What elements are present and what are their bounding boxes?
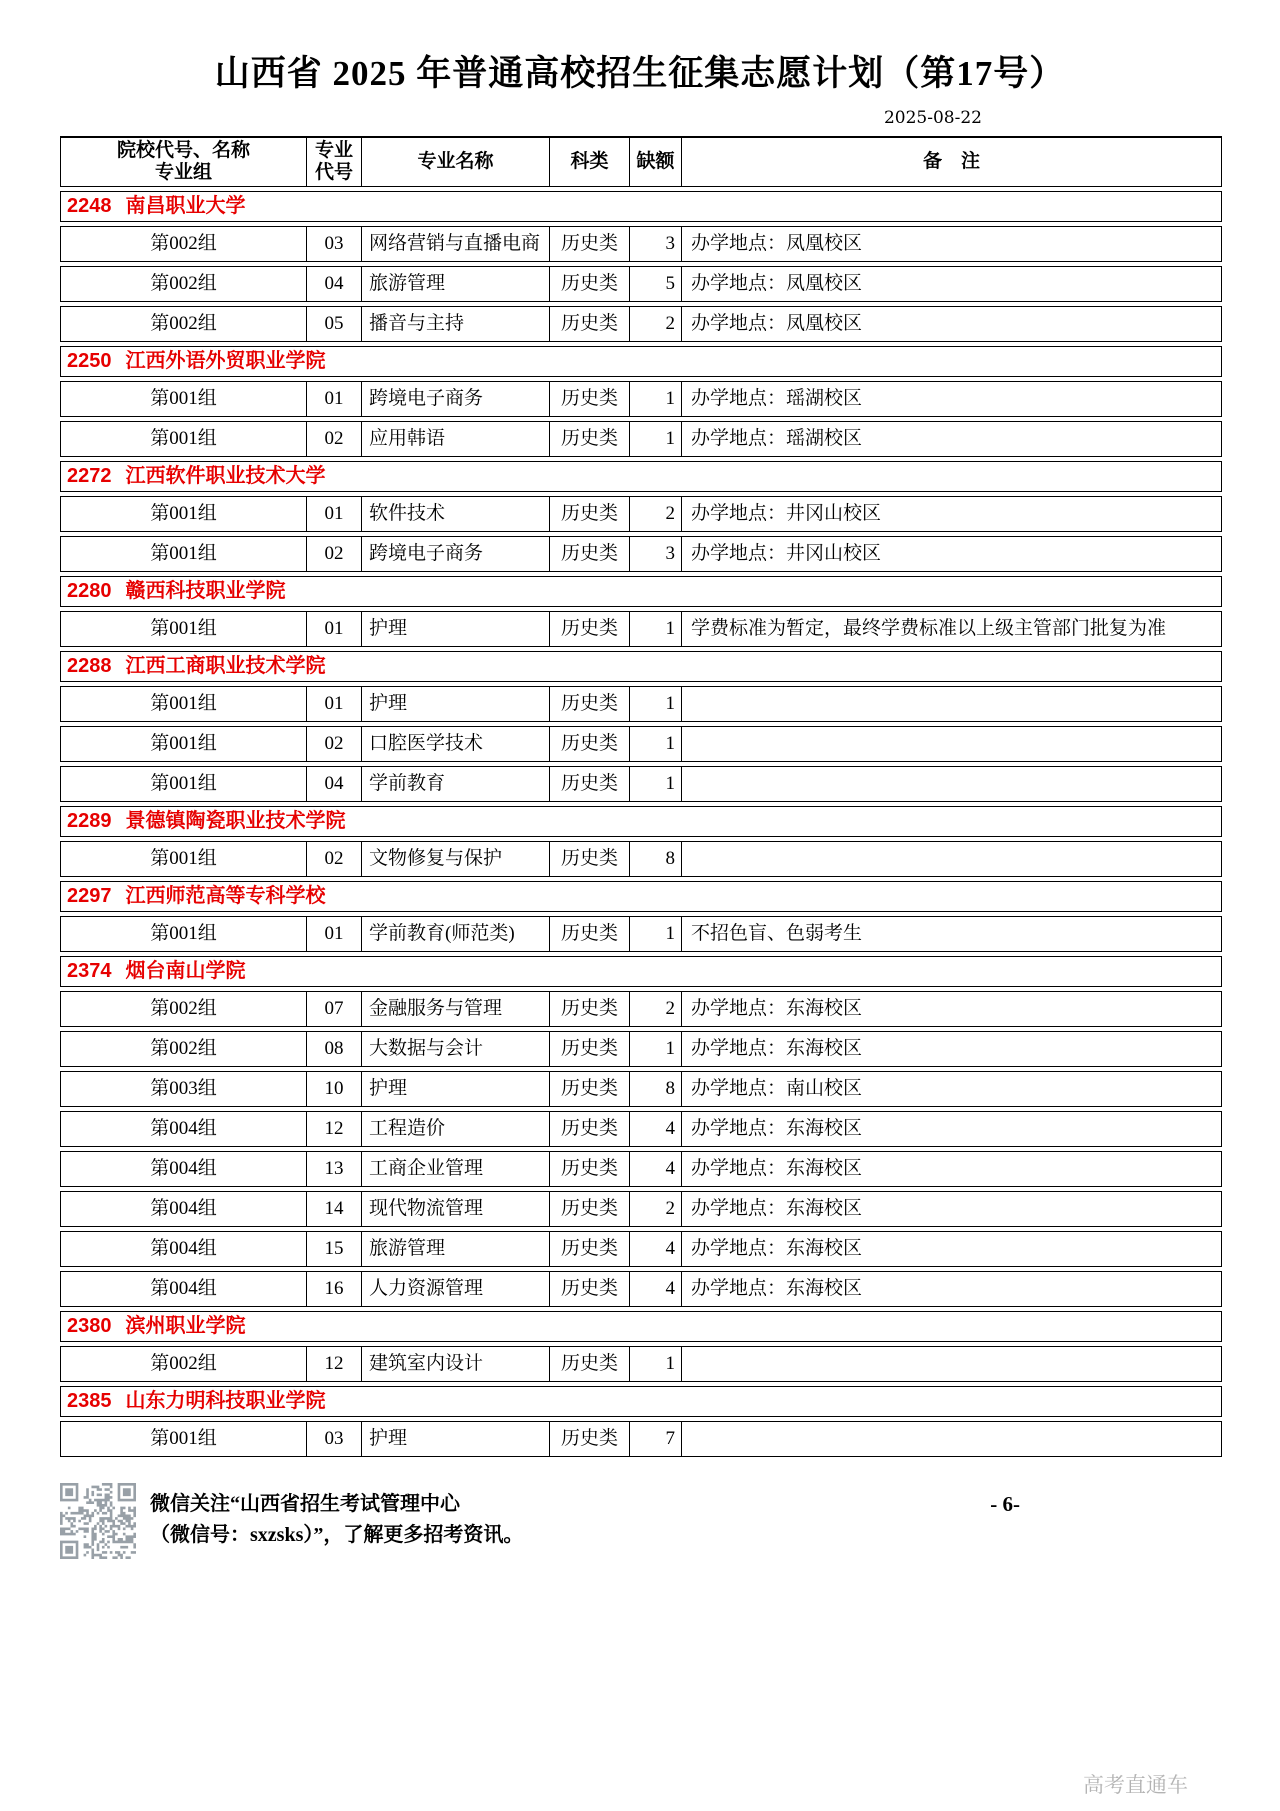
school-header-row <box>60 651 1222 682</box>
group-cell: 第002组 <box>150 1353 217 1374</box>
school-name: 江西工商职业技术学院 <box>125 655 326 677</box>
subject-cell: 历史类 <box>549 1152 629 1186</box>
school-code: 2374 <box>67 960 112 982</box>
vacancy-cell: 2 <box>629 307 681 341</box>
major-code-cell: 02 <box>306 422 361 456</box>
header-major-name-cell: 专业名称 <box>361 138 549 186</box>
group-cell: 第002组 <box>150 313 217 334</box>
subject-cell: 历史类 <box>549 267 629 301</box>
school-header-row <box>60 346 1222 377</box>
major-code-cell: 01 <box>306 497 361 531</box>
major-name-cell: 护理 <box>361 1422 549 1456</box>
vacancy-cell: 3 <box>629 537 681 571</box>
major-code-cell: 16 <box>306 1272 361 1306</box>
subject-cell: 历史类 <box>549 422 629 456</box>
subject-cell: 历史类 <box>549 992 629 1026</box>
group-cell: 第001组 <box>150 543 217 564</box>
school-code: 2288 <box>67 655 112 677</box>
subject-cell: 历史类 <box>549 537 629 571</box>
header-college-line2: 专业组 <box>154 162 212 183</box>
note-cell: 办学地点：凤凰校区 <box>681 307 1221 341</box>
major-code-cell: 02 <box>306 537 361 571</box>
school-header-row <box>60 1386 1222 1417</box>
major-name-cell: 现代物流管理 <box>361 1192 549 1226</box>
vacancy-cell: 8 <box>629 1072 681 1106</box>
vacancy-cell: 4 <box>629 1232 681 1266</box>
group-cell: 第001组 <box>150 923 217 944</box>
group-cell: 第002组 <box>150 998 217 1019</box>
plan-row <box>60 1071 1222 1107</box>
document-date: 2025-08-22 <box>883 108 982 128</box>
major-name-cell: 旅游管理 <box>361 1232 549 1266</box>
major-name-cell: 文物修复与保护 <box>361 842 549 876</box>
group-cell: 第004组 <box>150 1238 217 1259</box>
major-code-cell: 02 <box>306 842 361 876</box>
vacancy-cell: 1 <box>629 727 681 761</box>
plan-row <box>60 536 1222 572</box>
footer <box>60 1483 523 1559</box>
school-name: 江西外语外贸职业学院 <box>125 350 326 372</box>
plan-row <box>60 686 1222 722</box>
group-cell: 第004组 <box>150 1198 217 1219</box>
school-header-row <box>60 881 1222 912</box>
vacancy-cell: 1 <box>629 917 681 951</box>
vacancy-cell: 1 <box>629 767 681 801</box>
note-cell: 办学地点：东海校区 <box>681 1232 1221 1266</box>
vacancy-cell: 1 <box>629 687 681 721</box>
major-code-cell: 14 <box>306 1192 361 1226</box>
major-name-cell: 软件技术 <box>361 497 549 531</box>
header-major-code-line1: 专业 <box>314 140 353 161</box>
note-cell <box>681 687 1221 721</box>
note-cell <box>681 1347 1221 1381</box>
group-cell: 第002组 <box>150 1038 217 1059</box>
group-cell: 第001组 <box>150 693 217 714</box>
subject-cell: 历史类 <box>549 842 629 876</box>
note-cell: 办学地点：南山校区 <box>681 1072 1221 1106</box>
major-name-cell: 护理 <box>361 1072 549 1106</box>
major-code-cell: 01 <box>306 687 361 721</box>
school-code: 2248 <box>67 195 112 217</box>
footer-text <box>150 1483 523 1551</box>
plan-row <box>60 421 1222 457</box>
note-cell: 办学地点：井冈山校区 <box>681 537 1221 571</box>
watermark: 高考直通车 <box>1083 1774 1188 1797</box>
page-title: 山西省 2025 年普通高校招生征集志愿计划（第17号） <box>214 54 1066 93</box>
group-cell: 第001组 <box>150 428 217 449</box>
major-code-cell: 12 <box>306 1112 361 1146</box>
note-cell: 办学地点：东海校区 <box>681 992 1221 1026</box>
major-name-cell: 口腔医学技术 <box>361 727 549 761</box>
plan-row <box>60 226 1222 262</box>
subject-cell: 历史类 <box>549 382 629 416</box>
school-code: 2380 <box>67 1315 112 1337</box>
vacancy-cell: 1 <box>629 612 681 646</box>
vacancy-cell: 7 <box>629 1422 681 1456</box>
note-cell <box>681 1422 1221 1456</box>
vacancy-cell: 1 <box>629 1347 681 1381</box>
header-college-line1: 院校代号、名称 <box>116 140 250 161</box>
major-name-cell: 建筑室内设计 <box>361 1347 549 1381</box>
vacancy-cell: 8 <box>629 842 681 876</box>
major-code-cell: 02 <box>306 727 361 761</box>
school-code: 2272 <box>67 465 112 487</box>
subject-cell: 历史类 <box>549 1347 629 1381</box>
major-code-cell: 04 <box>306 267 361 301</box>
school-name: 烟台南山学院 <box>125 960 246 982</box>
major-name-cell: 金融服务与管理 <box>361 992 549 1026</box>
note-cell: 办学地点：瑶湖校区 <box>681 422 1221 456</box>
note-cell: 办学地点：瑶湖校区 <box>681 382 1221 416</box>
vacancy-cell: 5 <box>629 267 681 301</box>
note-cell: 办学地点：凤凰校区 <box>681 227 1221 261</box>
major-code-cell: 03 <box>306 1422 361 1456</box>
subject-cell: 历史类 <box>549 1232 629 1266</box>
major-name-cell: 学前教育(师范类) <box>361 917 549 951</box>
school-name: 景德镇陶瓷职业技术学院 <box>125 810 346 832</box>
group-cell: 第001组 <box>150 503 217 524</box>
wechat-note-line2: （微信号：sxzsks）”，了解更多招考资讯。 <box>150 1524 524 1546</box>
major-code-cell: 05 <box>306 307 361 341</box>
wechat-note-line1: 微信关注“山西省招生考试管理中心 <box>150 1493 460 1515</box>
group-cell: 第001组 <box>150 388 217 409</box>
group-cell: 第001组 <box>150 773 217 794</box>
subject-cell: 历史类 <box>549 307 629 341</box>
subject-cell: 历史类 <box>549 227 629 261</box>
plan-row <box>60 266 1222 302</box>
plan-row <box>60 611 1222 647</box>
note-cell: 办学地点：东海校区 <box>681 1152 1221 1186</box>
major-name-cell: 跨境电子商务 <box>361 382 549 416</box>
note-cell: 办学地点：东海校区 <box>681 1112 1221 1146</box>
major-name-cell: 旅游管理 <box>361 267 549 301</box>
note-cell: 不招色盲、色弱考生 <box>681 917 1221 951</box>
table-header-row <box>60 136 1222 187</box>
group-cell: 第003组 <box>150 1078 217 1099</box>
note-cell <box>681 727 1221 761</box>
plan-row <box>60 991 1222 1027</box>
plan-row <box>60 766 1222 802</box>
plan-row <box>60 1031 1222 1067</box>
vacancy-cell: 1 <box>629 382 681 416</box>
header-major-code-cell <box>306 138 361 186</box>
note-cell <box>681 842 1221 876</box>
group-cell: 第004组 <box>150 1278 217 1299</box>
vacancy-cell: 2 <box>629 497 681 531</box>
subject-cell: 历史类 <box>549 1192 629 1226</box>
plan-row <box>60 1421 1222 1457</box>
school-name: 赣西科技职业学院 <box>125 580 286 602</box>
plan-row <box>60 1271 1222 1307</box>
major-code-cell: 13 <box>306 1152 361 1186</box>
major-code-cell: 04 <box>306 767 361 801</box>
note-cell <box>681 767 1221 801</box>
school-code: 2289 <box>67 810 112 832</box>
major-name-cell: 应用韩语 <box>361 422 549 456</box>
school-name: 南昌职业大学 <box>125 195 246 217</box>
vacancy-cell: 1 <box>629 422 681 456</box>
plan-row <box>60 306 1222 342</box>
vacancy-cell: 4 <box>629 1112 681 1146</box>
note-cell: 办学地点：凤凰校区 <box>681 267 1221 301</box>
vacancy-cell: 4 <box>629 1152 681 1186</box>
major-code-cell: 15 <box>306 1232 361 1266</box>
note-cell: 办学地点：东海校区 <box>681 1032 1221 1066</box>
header-vacancy-cell: 缺额 <box>629 138 681 186</box>
group-cell: 第001组 <box>150 733 217 754</box>
plan-table <box>60 136 1222 1457</box>
major-name-cell: 网络营销与直播电商 <box>361 227 549 261</box>
school-name: 江西师范高等专科学校 <box>125 885 326 907</box>
subject-cell: 历史类 <box>549 1032 629 1066</box>
header-subject-cell: 科类 <box>549 138 629 186</box>
vacancy-cell: 3 <box>629 227 681 261</box>
subject-cell: 历史类 <box>549 767 629 801</box>
note-cell: 学费标准为暂定，最终学费标准以上级主管部门批复为准 <box>681 612 1221 646</box>
subject-cell: 历史类 <box>549 727 629 761</box>
school-code: 2250 <box>67 350 112 372</box>
major-code-cell: 03 <box>306 227 361 261</box>
vacancy-cell: 2 <box>629 1192 681 1226</box>
major-name-cell: 大数据与会计 <box>361 1032 549 1066</box>
header-note-cell: 备 注 <box>681 138 1221 186</box>
subject-cell: 历史类 <box>549 1422 629 1456</box>
plan-row <box>60 381 1222 417</box>
subject-cell: 历史类 <box>549 1272 629 1306</box>
major-name-cell: 工程造价 <box>361 1112 549 1146</box>
plan-row <box>60 1191 1222 1227</box>
subject-cell: 历史类 <box>549 1072 629 1106</box>
subject-cell: 历史类 <box>549 687 629 721</box>
major-code-cell: 01 <box>306 612 361 646</box>
vacancy-cell: 2 <box>629 992 681 1026</box>
major-name-cell: 学前教育 <box>361 767 549 801</box>
plan-row <box>60 1151 1222 1187</box>
major-name-cell: 跨境电子商务 <box>361 537 549 571</box>
group-cell: 第004组 <box>150 1158 217 1179</box>
school-code: 2385 <box>67 1390 112 1412</box>
header-major-code-line2: 代号 <box>314 162 353 183</box>
subject-cell: 历史类 <box>549 497 629 531</box>
school-header-row <box>60 191 1222 222</box>
subject-cell: 历史类 <box>549 1112 629 1146</box>
page-number: - 6- <box>990 1492 1020 1516</box>
subject-cell: 历史类 <box>549 612 629 646</box>
vacancy-cell: 1 <box>629 1032 681 1066</box>
school-header-row <box>60 576 1222 607</box>
qr-code-icon <box>60 1483 136 1559</box>
plan-row <box>60 1111 1222 1147</box>
group-cell: 第001组 <box>150 618 217 639</box>
major-code-cell: 07 <box>306 992 361 1026</box>
vacancy-cell: 4 <box>629 1272 681 1306</box>
group-cell: 第002组 <box>150 233 217 254</box>
major-code-cell: 01 <box>306 917 361 951</box>
group-cell: 第004组 <box>150 1118 217 1139</box>
school-header-row <box>60 461 1222 492</box>
major-code-cell: 10 <box>306 1072 361 1106</box>
note-cell: 办学地点：井冈山校区 <box>681 497 1221 531</box>
plan-row <box>60 1346 1222 1382</box>
school-code: 2297 <box>67 885 112 907</box>
major-name-cell: 护理 <box>361 612 549 646</box>
major-name-cell: 播音与主持 <box>361 307 549 341</box>
school-header-row <box>60 1311 1222 1342</box>
school-name: 滨州职业学院 <box>125 1315 246 1337</box>
note-cell: 办学地点：东海校区 <box>681 1272 1221 1306</box>
school-header-row <box>60 806 1222 837</box>
plan-row <box>60 841 1222 877</box>
group-cell: 第001组 <box>150 848 217 869</box>
header-college-cell <box>61 138 306 186</box>
table-body <box>60 191 1222 1457</box>
school-header-row <box>60 956 1222 987</box>
plan-row <box>60 1231 1222 1267</box>
plan-row <box>60 726 1222 762</box>
major-name-cell: 人力资源管理 <box>361 1272 549 1306</box>
plan-row <box>60 916 1222 952</box>
major-code-cell: 01 <box>306 382 361 416</box>
major-name-cell: 护理 <box>361 687 549 721</box>
group-cell: 第001组 <box>150 1428 217 1449</box>
group-cell: 第002组 <box>150 273 217 294</box>
school-name: 山东力明科技职业学院 <box>125 1390 326 1412</box>
subject-cell: 历史类 <box>549 917 629 951</box>
major-code-cell: 12 <box>306 1347 361 1381</box>
school-name: 江西软件职业技术大学 <box>125 465 326 487</box>
major-name-cell: 工商企业管理 <box>361 1152 549 1186</box>
plan-row <box>60 496 1222 532</box>
note-cell: 办学地点：东海校区 <box>681 1192 1221 1226</box>
school-code: 2280 <box>67 580 112 602</box>
major-code-cell: 08 <box>306 1032 361 1066</box>
